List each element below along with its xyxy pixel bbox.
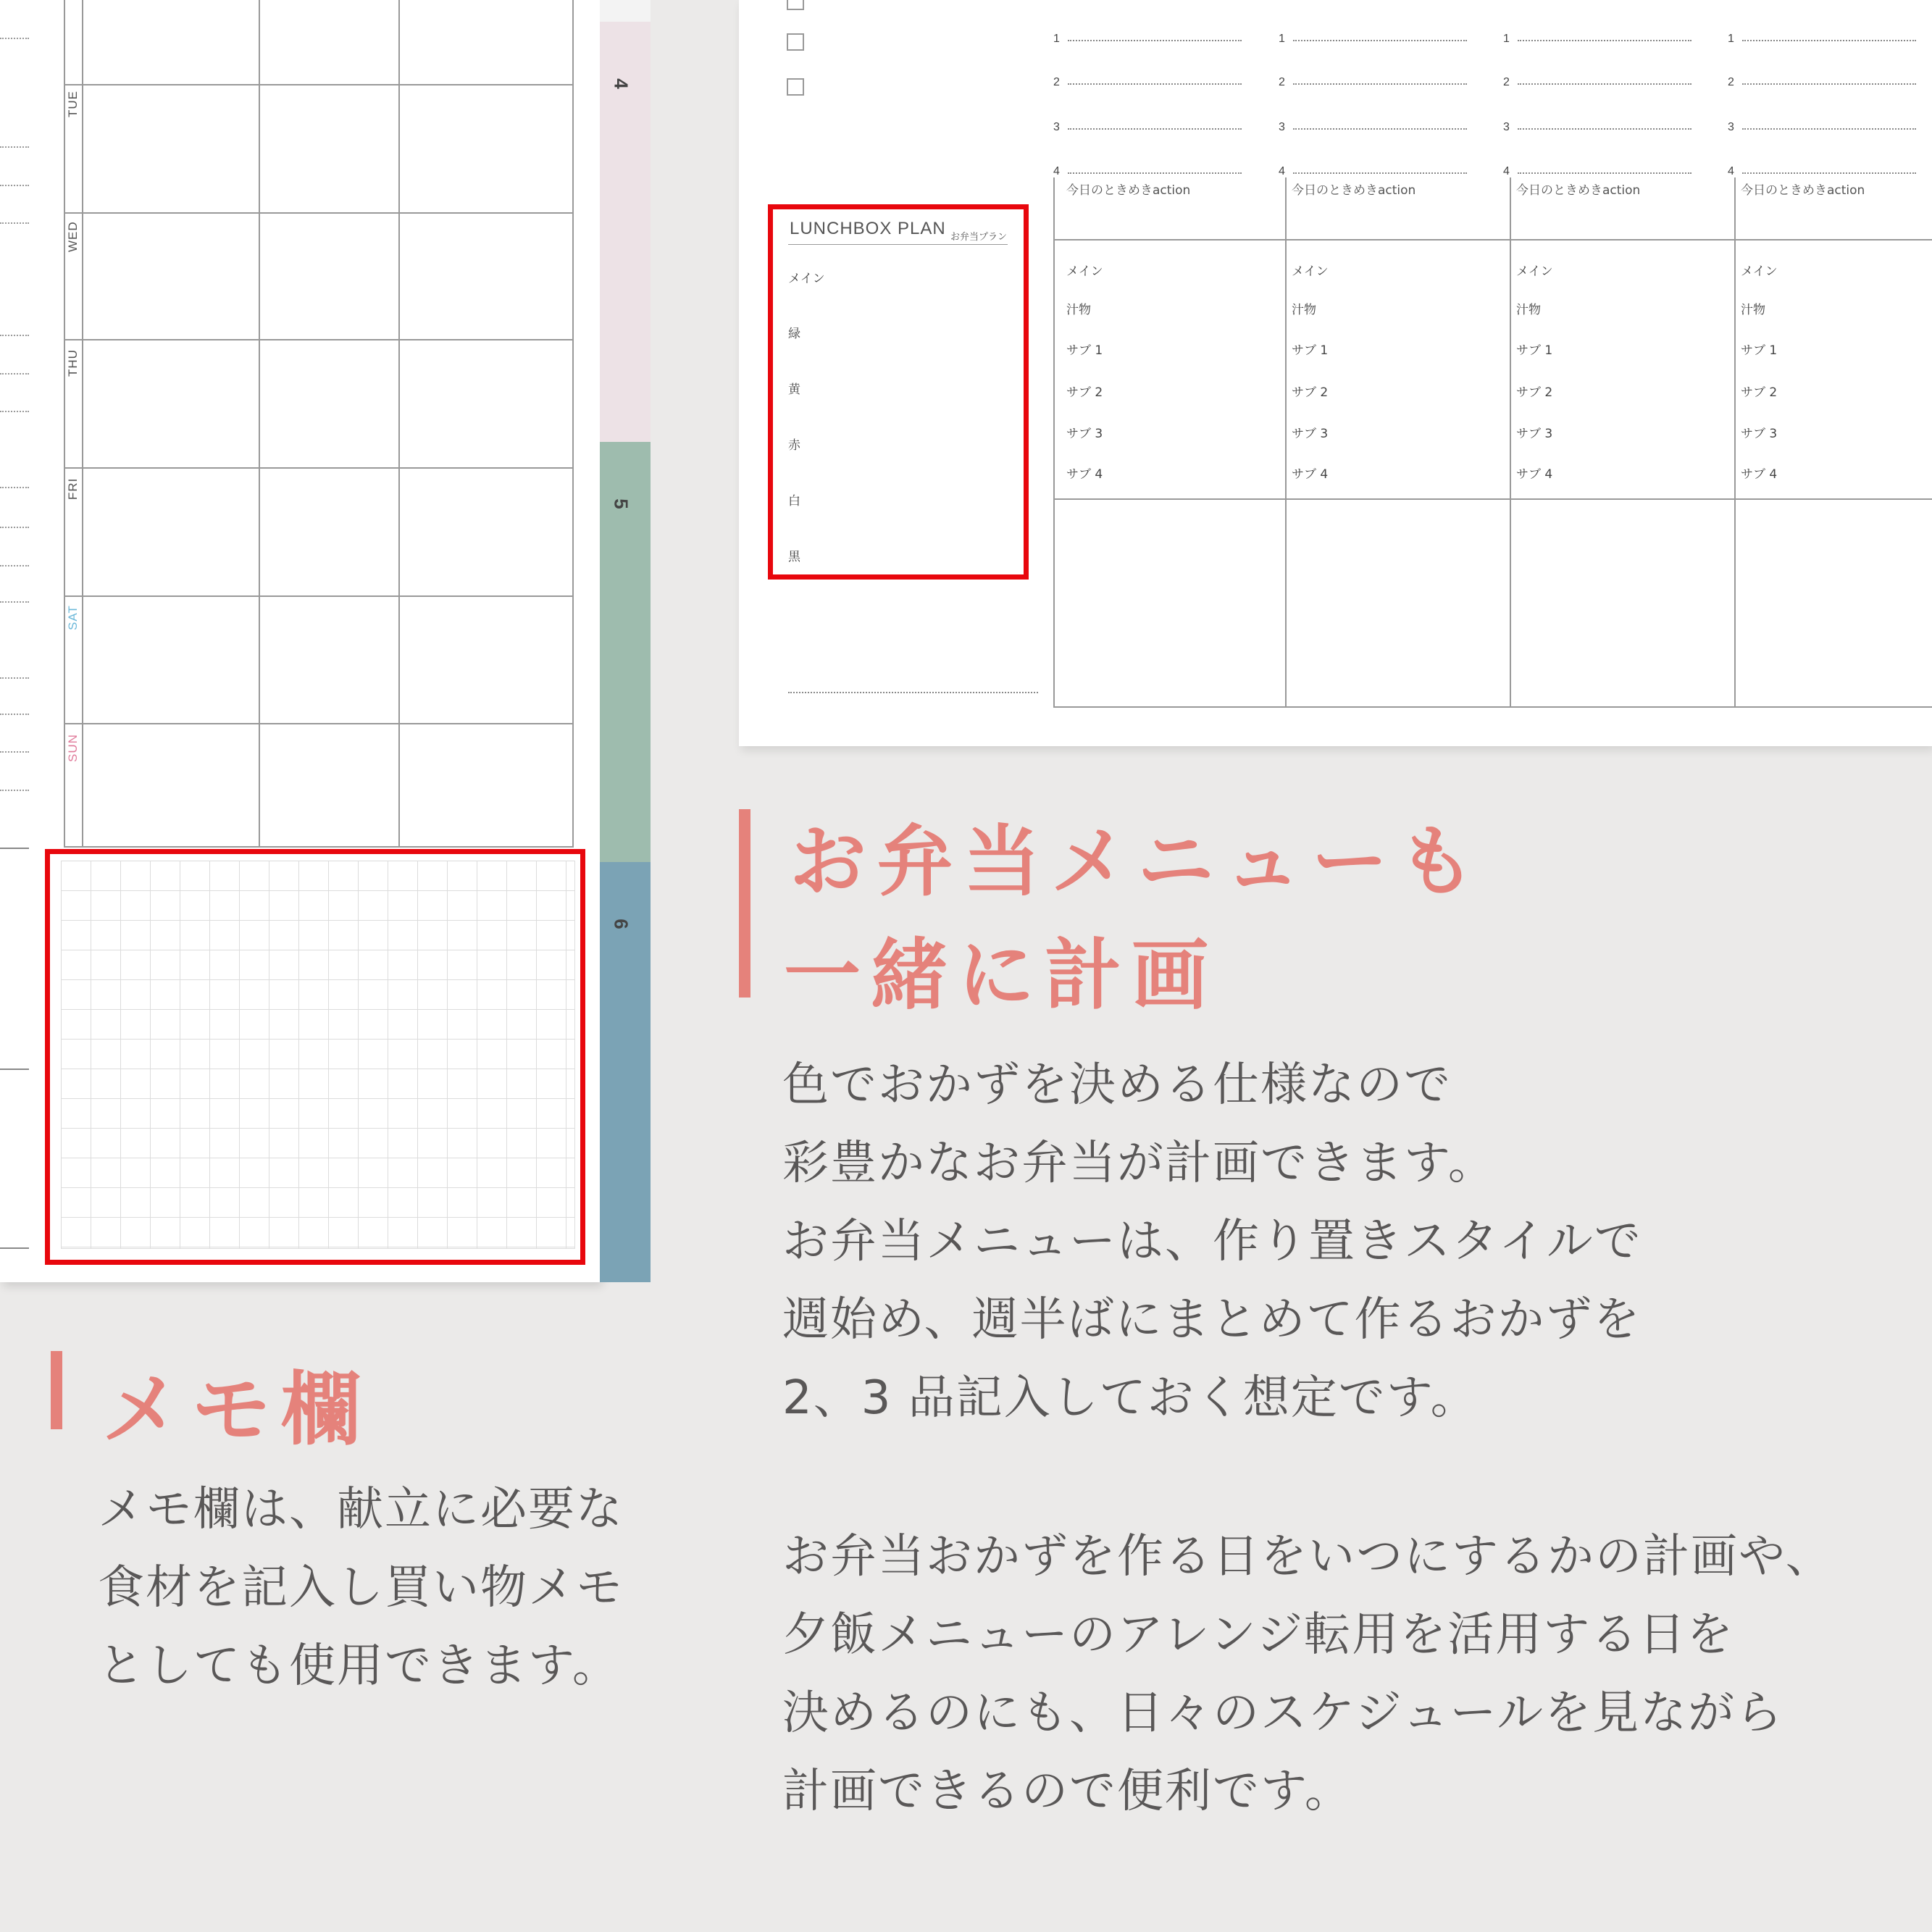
lunch-heading-line1: お弁当メニューも: [790, 817, 1485, 906]
action-label: 今日のときめきaction: [1516, 183, 1641, 198]
tab-month-4[interactable]: [600, 22, 651, 442]
lunchbox-item-green: 緑: [788, 327, 800, 341]
tab-month-5[interactable]: [600, 442, 651, 862]
menu-item-label: サブ 3: [1516, 427, 1553, 441]
menu-item-label: メイン: [1741, 264, 1778, 279]
dotted-line: [0, 565, 29, 566]
text-line: 彩豊かなお弁当が計画できます。: [782, 1137, 1496, 1190]
menu-item-label: サブ 4: [1741, 467, 1778, 482]
column-divider: [1734, 177, 1736, 706]
rule-line: [0, 1247, 29, 1249]
action-label: 今日のときめきaction: [1292, 183, 1416, 198]
dotted-line: [1293, 172, 1467, 174]
grid-vline: [398, 0, 400, 848]
numbered-line[interactable]: [1503, 121, 1706, 135]
day-label-sun: SUN: [66, 734, 80, 762]
line-number: 2: [1053, 76, 1060, 88]
column-divider: [1510, 177, 1511, 706]
numbered-line[interactable]: [1728, 121, 1931, 135]
dotted-line: [0, 222, 29, 224]
dotted-line: [0, 527, 29, 528]
line-number: 4: [1053, 165, 1060, 177]
tab-label: 4: [610, 78, 632, 89]
text-line: お弁当おかずを作る日をいつにするかの計画や、: [782, 1530, 1833, 1584]
grid-hline: [64, 595, 574, 597]
dotted-line: [0, 38, 29, 39]
numbered-line[interactable]: [1053, 33, 1256, 47]
dotted-line: [0, 751, 29, 753]
action-label: 今日のときめきaction: [1741, 183, 1865, 198]
memo-highlight-box: [45, 849, 585, 1265]
menu-item-label: サブ 1: [1066, 343, 1103, 358]
line-number: 3: [1503, 121, 1510, 133]
line-number: 4: [1728, 165, 1734, 177]
text-line: 色でおかずを決める仕様なので: [782, 1058, 1452, 1112]
grid-hline: [64, 339, 574, 340]
dotted-line: [1742, 172, 1916, 174]
dotted-line: [0, 411, 29, 412]
menu-item-label: メイン: [1066, 264, 1103, 279]
grid-hline: [64, 84, 574, 85]
menu-item-label: メイン: [1292, 264, 1329, 279]
line-number: 2: [1279, 76, 1285, 88]
numbered-line[interactable]: [1503, 33, 1706, 47]
menu-item-label: サブ 1: [1516, 343, 1553, 358]
grid-hline: [64, 467, 574, 469]
dotted-line: [0, 146, 29, 148]
line-number: 4: [1503, 165, 1510, 177]
numbered-line[interactable]: [1728, 33, 1931, 47]
lunchbox-highlight-box: [768, 204, 1029, 580]
menu-item-label: サブ 4: [1516, 467, 1553, 482]
memo-paragraph: [98, 1471, 624, 1705]
lunch-heading-accent-bar: [739, 809, 750, 998]
dotted-line: [0, 714, 29, 715]
grid-hline: [64, 846, 574, 848]
lunchbox-item-yellow: 黄: [788, 382, 800, 397]
menu-item-label: サブ 4: [1066, 467, 1103, 482]
numbered-line[interactable]: [1053, 165, 1256, 180]
line-number: 1: [1503, 33, 1510, 45]
dotted-line: [1742, 40, 1916, 41]
menu-item-label: 汁物: [1516, 303, 1541, 317]
table-hline: [1053, 498, 1932, 500]
menu-item-label: サブ 2: [1292, 385, 1329, 400]
menu-item-label: サブ 2: [1066, 385, 1103, 400]
numbered-line[interactable]: [1279, 165, 1481, 180]
checkbox[interactable]: [787, 0, 804, 10]
dotted-line: [1293, 128, 1467, 130]
menu-item-label: 汁物: [1066, 303, 1091, 317]
menu-item-label: サブ 3: [1066, 427, 1103, 441]
dotted-line: [1293, 40, 1467, 41]
lunch-paragraph-2: [782, 1518, 1833, 1831]
text-line: 2、3 品記入しておく想定です。: [782, 1371, 1479, 1425]
lunch-paragraph-1: [782, 1046, 1642, 1437]
tab-month-6[interactable]: [600, 862, 651, 1282]
numbered-line[interactable]: [1728, 165, 1931, 180]
rule-line: [0, 1069, 29, 1070]
dotted-line: [1518, 83, 1691, 85]
numbered-line[interactable]: [1053, 76, 1256, 91]
table-border: [1053, 177, 1055, 706]
dotted-line: [1068, 83, 1242, 85]
line-number: 3: [1728, 121, 1734, 133]
menu-item-label: サブ 1: [1292, 343, 1329, 358]
menu-item-label: サブ 2: [1741, 385, 1778, 400]
rule-line: [0, 848, 29, 849]
dotted-line: [1068, 40, 1242, 41]
line-number: 2: [1728, 76, 1734, 88]
numbered-line[interactable]: [1728, 76, 1931, 91]
memo-heading: メモ欄: [101, 1363, 371, 1456]
text-line: お弁当メニューは、作り置きスタイルで: [782, 1215, 1642, 1268]
grid-hline: [64, 723, 574, 724]
line-number: 1: [1728, 33, 1734, 45]
lunchbox-subtitle: お弁当プラン: [950, 232, 1008, 243]
checkbox[interactable]: [787, 33, 804, 51]
menu-item-label: 汁物: [1292, 303, 1316, 317]
text-line: としても使用できます。: [98, 1639, 620, 1693]
text-line: メモ欄は、献立に必要な: [98, 1483, 624, 1536]
text-line: 決めるのにも、日々のスケジュールを見ながら: [782, 1686, 1784, 1740]
text-line: 食材を記入し買い物メモ: [98, 1561, 624, 1615]
dotted-line: [1068, 172, 1242, 174]
line-number: 3: [1053, 121, 1060, 133]
numbered-line[interactable]: [1503, 76, 1706, 91]
day-label-thu: THU: [66, 349, 80, 377]
dotted-line: [1518, 128, 1691, 130]
dotted-line: [1742, 83, 1916, 85]
lunchbox-item-black: 黒: [788, 550, 800, 564]
menu-item-label: サブ 2: [1516, 385, 1553, 400]
lunchbox-item-main: メイン: [788, 272, 825, 286]
memo-heading-accent-bar: [51, 1351, 62, 1429]
day-label-tue: TUE: [66, 91, 80, 117]
day-label-sat: SAT: [66, 605, 80, 630]
dotted-line: [788, 692, 1038, 693]
tab-label: 5: [610, 498, 632, 509]
line-number: 3: [1279, 121, 1285, 133]
menu-item-label: 汁物: [1741, 303, 1765, 317]
dotted-line: [0, 601, 29, 603]
menu-item-label: サブ 3: [1741, 427, 1778, 441]
menu-item-label: サブ 3: [1292, 427, 1329, 441]
tab-top-strip: [600, 0, 651, 22]
line-number: 1: [1053, 33, 1060, 45]
day-label-fri: FRI: [66, 477, 80, 500]
lunchbox-item-white: 白: [788, 494, 800, 509]
lunchbox-title: LUNCHBOX PLAN: [790, 219, 946, 238]
lunchbox-item-red: 赤: [788, 438, 800, 453]
line-number: 4: [1279, 165, 1285, 177]
action-label: 今日のときめきaction: [1066, 183, 1191, 198]
grid-vline: [259, 0, 260, 848]
grid-vline: [64, 0, 65, 848]
table-hline: [1053, 239, 1932, 241]
dotted-line: [0, 677, 29, 679]
dotted-line: [1518, 40, 1691, 41]
numbered-line[interactable]: [1503, 165, 1706, 180]
tab-label: 6: [610, 919, 632, 929]
dotted-line: [1742, 128, 1916, 130]
dotted-line: [0, 373, 29, 375]
dotted-line: [1068, 128, 1242, 130]
menu-item-label: メイン: [1516, 264, 1553, 279]
numbered-line[interactable]: [1053, 121, 1256, 135]
checkbox[interactable]: [787, 78, 804, 96]
lunch-heading-line2: 一緒に計画: [784, 931, 1218, 1020]
numbered-line[interactable]: [1279, 33, 1481, 47]
dotted-line: [1293, 83, 1467, 85]
grid-vline: [572, 0, 574, 848]
dotted-line: [0, 185, 29, 186]
line-number: 1: [1279, 33, 1285, 45]
numbered-line[interactable]: [1279, 121, 1481, 135]
dotted-line: [1518, 172, 1691, 174]
day-label-wed: WED: [66, 221, 80, 252]
dotted-line: [0, 487, 29, 488]
numbered-line[interactable]: [1279, 76, 1481, 91]
text-line: 週始め、週半ばにまとめて作るおかずを: [782, 1293, 1642, 1347]
dotted-line: [0, 335, 29, 336]
text-line: 夕飯メニューのアレンジ転用を活用する日を: [782, 1608, 1735, 1662]
column-divider: [1285, 177, 1287, 706]
line-number: 2: [1503, 76, 1510, 88]
menu-item-label: サブ 4: [1292, 467, 1329, 482]
grid-hline: [64, 212, 574, 214]
dotted-line: [0, 790, 29, 791]
menu-item-label: サブ 1: [1741, 343, 1778, 358]
grid-vline: [82, 0, 83, 848]
table-hline: [1053, 706, 1932, 708]
text-line: 計画できるので便利です。: [782, 1765, 1352, 1818]
